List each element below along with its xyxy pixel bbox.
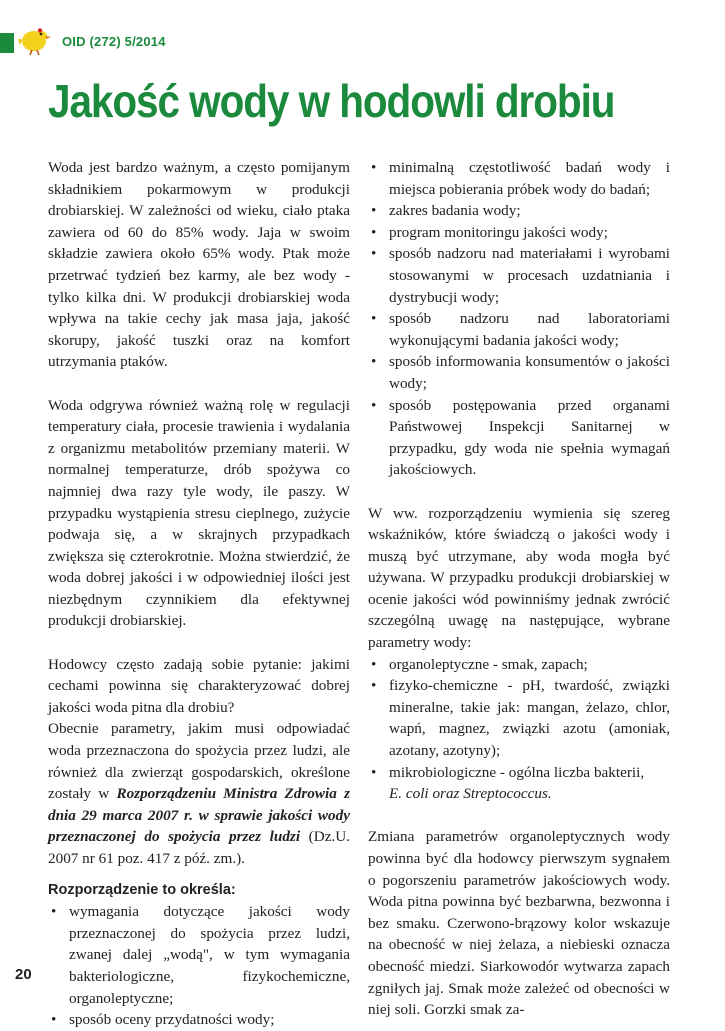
paragraph: Woda odgrywa również ważną rolę w regulacji temperatury ciała, procesie trawienia i wydalania z organizmu metabolitów przemiany materii. W normalnej temperaturze, drób spożywa co najmniej dwa razy tyle wody, ile paszy. W przypadku wystąpienia stresu cieplnego, zużycie podwaja się, a w skrajnych przypadkach zwiększa się czterokrotnie. Można stwierdzić, że woda dobrej jakości i w odpowiedniej ilości jest niezbędnym czynnikiem dla efektywnej produkcji drobiarskiej. — [48, 396, 350, 630]
article-title: Jakość wody w hodowli drobiu — [48, 75, 615, 127]
right-column — [368, 157, 670, 1021]
list-item: • program monitoringu jakości wody; — [368, 222, 670, 244]
paragraph: Hodowcy często zadają sobie pytanie: jakimi cechami powinna się charakteryzować dobrej jakości woda pitna dla drobiu? — [48, 655, 350, 716]
bullet-list — [368, 157, 670, 481]
list-item — [368, 762, 670, 805]
list-item: • organoleptyczne - smak, zapach; — [368, 654, 670, 676]
list-item: • wymagania dotyczące jakości wody przeznaczonej do spożycia przez ludzi, zwanej dalej „wodą", w tym wymagania bakteriologiczne, fizykochemiczne, organoleptyczne; — [48, 901, 350, 1009]
list-item: • minimalną częstotliwość badań wody i miejsca pobierania próbek wody do badań; — [368, 157, 670, 200]
bullet-list — [368, 654, 670, 805]
paragraph-text: Obecnie parametry, jakim musi odpowiadać woda przeznaczona do spożycia przez ludzi, ale również dla zwierząt gospodarskich, określone zostały w — [48, 720, 350, 803]
regulation-title: Rozporządzeniu Ministra Zdrowia z dnia 29 marca 2007 r. w sprawie jakości wody przeznaczonej do spożycia przez ludzi — [48, 785, 350, 846]
list-item-text: mikrobiologiczne - ogólna liczba bakterii, — [389, 763, 645, 781]
paragraph: W ww. rozporządzeniu wymienia się szereg wskaźników, które świadczą o jakości wody i muszą być utrzymane, aby woda mogła być używana. W przypadku produkcji drobiarskiej w ocenie jakości wód powinniśmy jednak zwrócić szczególną uwagę na następujące, wybrane parametry wody: — [368, 504, 670, 652]
paragraph: Woda jest bardzo ważnym, a często pomijanym składnikiem pokarmowym w produkcji drobiarskiej. W zależności od wieku, ciało ptaka zawiera od 60 do 85% wody. Jaja w swoim składzie zawiera około 65% wody. Ptak może przetrwać tydzień bez karmy, ale bez wody - tylko kilka dni. W produkcji drobiarskiej woda wpływa na takie cechy jak masa jaja, jakość skorupy, jakość tuszki oraz na komfort utrzymania ptaków. — [48, 159, 350, 371]
journal-issue: OID (272) 5/2014 — [62, 34, 166, 49]
list-item: • sposób informowania konsumentów o jakości wody; — [368, 351, 670, 394]
list-item: • sposób nadzoru nad laboratoriami wykonującymi badania jakości wody; — [368, 308, 670, 351]
list-item: • sposób postępowania przed organami Państwowej Inspekcji Sanitarnej w przypadku, gdy woda nie spełnia wymagań jakościowych. — [368, 395, 670, 481]
paragraph: Zmiana parametrów organoleptycznych wody powinna być dla hodowcy pierwszym sygnałem o pogorszeniu parametrów jakościowych wody. Woda pitna powinna być bezbarwna, bezwonna i bez smaku. Czerwono-brązowy kolor wskazuje na obecność w niej żelaza, a niebieski oznacza obecność miedzi. Siarkowodór wytwarza zapach zgniłych jaj. Smak może zależeć od obecności w niej soli. Gorzki smak za- — [368, 828, 670, 1019]
page-number: 20 — [15, 966, 32, 983]
left-column — [48, 157, 350, 1031]
section-heading: Rozporządzenie to określa: — [48, 881, 236, 898]
list-item: • zakres badania wody; — [368, 200, 670, 222]
list-item: • fizyko-chemiczne - pH, twardość, związki mineralne, takie jak: mangan, żelazo, chlor, wapń, magnez, związki azotu (amoniak, azotany, azotyny); — [368, 675, 670, 761]
paragraph — [48, 718, 350, 869]
list-item: • sposób nadzoru nad materiałami i wyrobami stosowanymi w procesach uzdatniania i dystrybucji wody; — [368, 243, 670, 308]
list-item: • sposób oceny przydatności wody; — [48, 1009, 350, 1031]
chicken-logo-icon — [10, 28, 56, 56]
bullet-list — [48, 901, 350, 1031]
paragraph-text: (Dz.U. 2007 nr 61 poz. 417 z póź. zm.). — [48, 828, 350, 867]
bacteria-names: E. coli oraz Streptococcus. — [389, 785, 552, 803]
